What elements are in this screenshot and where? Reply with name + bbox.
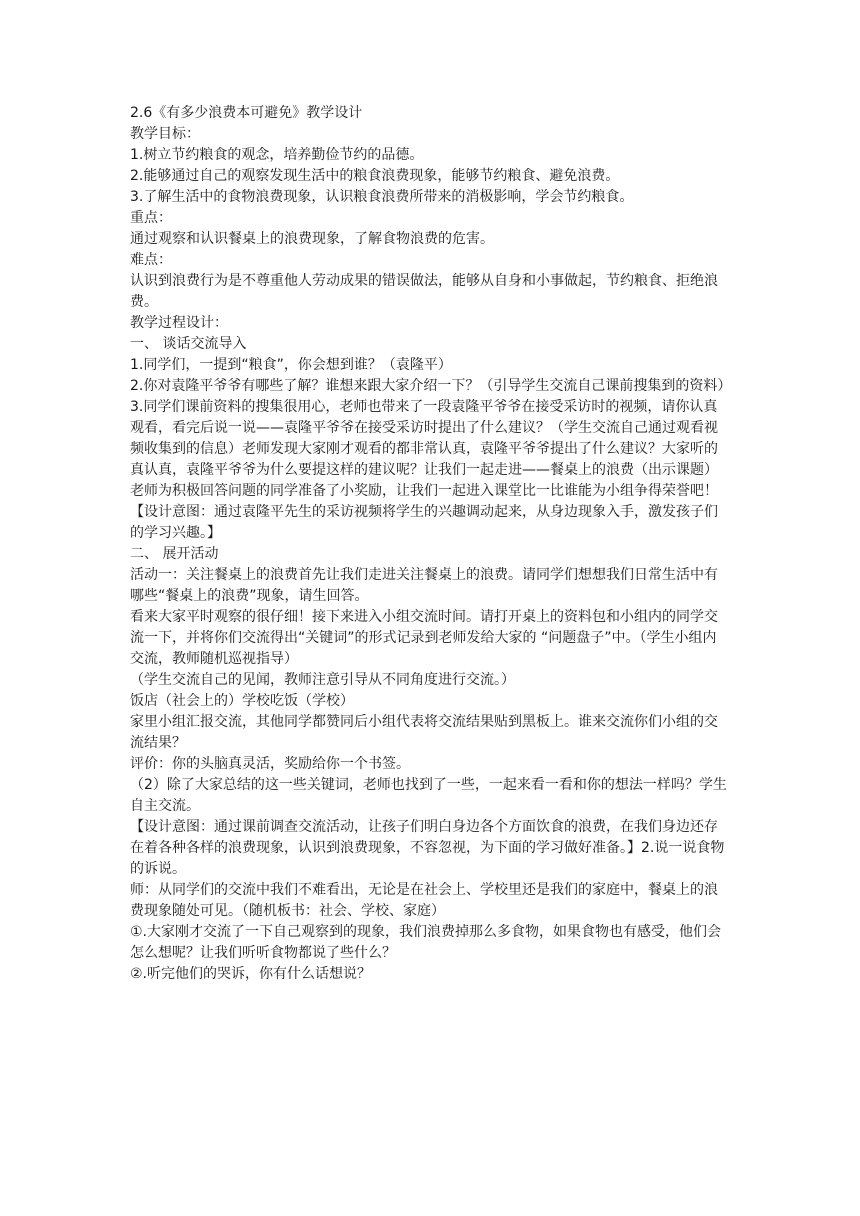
section-heading-objectives: 教学目标： [130, 126, 200, 142]
paragraph: 3.同学们课前资料的搜集很用心，老师也带来了一段袁隆平爷爷在接受采访时的视频，请你认真观看，看完后说一说——袁隆平爷爷在接受采访时提出了什么建议？（学生交流自己通过观看视频收集到的信息）老师发现大家刚才观看的都非常认真，袁隆平爷爷提出了什么建议？大家听的真认真，袁隆平爷爷为什么要提这样的建议呢？让我们一起走进——餐桌上的浪费（出示课题）老师为积极回答问题的同学准备了小奖励，让我们一起进入课堂比一比谁能为小组争得荣誉吧！ [130, 399, 718, 499]
paragraph: 师：从同学们的交流中我们不难看出，无论是在社会上、学校里还是我们的家庭中，餐桌上的浪费现象随处可见。（随机板书：社会、学校、家庭） [130, 882, 718, 919]
objective-item: 1.树立节约粮食的观念，培养勤俭节约的品德。 [130, 147, 424, 163]
part-heading-intro: 一、 谈话交流导入 [130, 336, 247, 352]
paragraph: 1.同学们，一提到“粮食”，你会想到谁？（袁隆平） [130, 357, 452, 373]
section-heading-key-points: 重点： [130, 210, 172, 226]
objective-item: 3.了解生活中的食物浪费现象，认识粮食浪费所带来的消极影响，学会节约粮食。 [130, 189, 634, 205]
paragraph: 饭店（社会上的）学校吃饭（学校） [130, 693, 354, 709]
difficulty-text: 认识到浪费行为是不尊重他人劳动成果的错误做法，能够从自身和小事做起，节约粮食、拒绝浪费。 [130, 273, 718, 310]
paragraph: 家里小组汇报交流，其他同学都赞同后小组代表将交流结果贴到黑板上。谁来交流你们小组的交流结果？ [130, 714, 718, 751]
paragraph: 2.你对袁隆平爷爷有哪些了解？谁想来跟大家介绍一下？（引导学生交流自己课前搜集到的资料） [130, 378, 732, 394]
objective-item: 2.能够通过自己的观察发现生活中的粮食浪费现象，能够节约粮食、避免浪费。 [130, 168, 620, 184]
document-body [130, 103, 730, 985]
paragraph: （2）除了大家总结的这一些关键词，老师也找到了一些，一起来看一看和你的想法一样吗？学生自主交流。 [130, 777, 727, 814]
document-title: 2.6《有多少浪费本可避免》教学设计 [130, 105, 363, 121]
key-point-text: 通过观察和认识餐桌上的浪费现象，了解食物浪费的危害。 [130, 231, 494, 247]
paragraph: 活动一：关注餐桌上的浪费首先让我们走进关注餐桌上的浪费。请同学们想想我们日常生活中有哪些“餐桌上的浪费”现象，请生回答。 [130, 567, 718, 604]
design-intent-note: 【设计意图：通过袁隆平先生的采访视频将学生的兴趣调动起来，从身边现象入手，激发孩子们的学习兴趣。】 [130, 504, 718, 541]
paragraph: ①.大家刚才交流了一下自己观察到的现象，我们浪费掉那么多食物，如果食物也有感受，他们会怎么想呢？让我们听听食物都说了些什么？ [130, 924, 721, 961]
part-heading-activity: 二、 展开活动 [130, 546, 219, 562]
paragraph: ②.听完他们的哭诉，你有什么话想说？ [130, 966, 371, 982]
section-heading-difficulties: 难点： [130, 252, 172, 268]
design-intent-note: 【设计意图：通过课前调查交流活动，让孩子们明白身边各个方面饮食的浪费，在我们身边还存在着各种各样的浪费现象，认识到浪费现象，不容忽视，为下面的学习做好准备。】2.说一说食物的诉说。 [130, 819, 725, 877]
section-heading-process: 教学过程设计： [130, 315, 228, 331]
paragraph: 评价：你的头脑真灵活，奖励给你一个书签。 [130, 756, 410, 772]
paragraph: （学生交流自己的见闻，教师注意引导从不同角度进行交流。） [130, 672, 515, 688]
paragraph: 看来大家平时观察的很仔细！接下来进入小组交流时间。请打开桌上的资料包和小组内的同学交流一下，并将你们交流得出“关键词”的形式记录到老师发给大家的 “问题盘子”中。（学生小组内交流，教师随机巡视指导） [130, 609, 718, 667]
